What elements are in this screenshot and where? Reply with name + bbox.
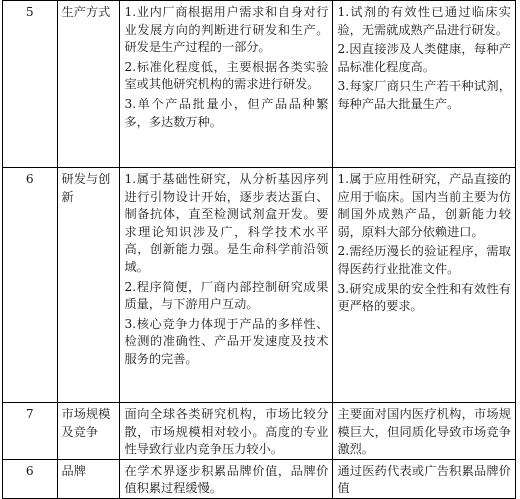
cell-paragraph: 2.标准化程度低，主要根据各类实验室或其他研究机构的需求进行研发。 [124, 59, 329, 92]
cell-paragraph: 3.研究成果的安全性和有效性有更严格的要求。 [337, 281, 511, 314]
cell-paragraph: 1.业内厂商根据用户需求和自身对行业发展方向的判断进行研发和生产。研发是生产过程的一部分。 [124, 5, 329, 55]
row-category: 生产方式 [57, 1, 120, 168]
table-row [3, 459, 516, 498]
cell-paragraph: 在学术界逐步积累品牌价值，品牌价值积累过程缓慢。 [124, 463, 329, 496]
clinical-reagent-cell [333, 403, 516, 460]
row-category: 研发与创新 [57, 168, 120, 403]
cell-paragraph: 3.单个产品批量小，但产品品种繁多，多达数万种。 [124, 96, 329, 129]
cell-paragraph: 3.核心竞争力体现于产品的多样性、检测的准确性、产品开发速度及技术服务的完善。 [124, 316, 329, 366]
row-number: 6 [3, 168, 58, 403]
cell-paragraph: 2.程序简便，厂商内部控制研究成果质量，与下游用户互动。 [124, 279, 329, 312]
cell-paragraph: 1.属于基础性研究，从分析基因序列进行引物设计开始，逐步表达蛋白、制备抗体，直至检测试剂盒开发。要求理论知识涉及广，科学技术水平高，创新能力强。是生命科学前沿领域。 [124, 172, 329, 274]
research-reagent-cell [120, 1, 333, 168]
table-row [3, 1, 516, 168]
research-reagent-cell [120, 403, 333, 460]
table-row [3, 403, 516, 460]
cell-paragraph: 2.因直接涉及人类健康，每种产品标准化程度高。 [337, 42, 511, 74]
table-row [3, 168, 516, 403]
cell-paragraph: 2.需经历漫长的验证程序，需取得医药行业批准文件。 [337, 244, 511, 276]
cell-paragraph: 1.试剂的有效性已通过临床实验，无需就成熟产品进行研发。 [337, 5, 511, 37]
cell-paragraph: 通过医药代表或广告积累品牌价值 [337, 463, 511, 496]
clinical-reagent-cell [333, 1, 516, 168]
cell-paragraph: 面向全球各类研究机构，市场比较分散，市场规模相对较小。高度的专业性导致行业内竞争压力较小。 [124, 407, 329, 457]
research-reagent-cell [120, 459, 333, 498]
clinical-reagent-cell [333, 168, 516, 403]
row-number: 6 [3, 459, 58, 498]
cell-paragraph: 3.每家厂商只生产若干种试剂，每种产品大批量生产。 [337, 79, 511, 111]
row-number: 5 [3, 1, 58, 168]
research-reagent-cell [120, 168, 333, 403]
clinical-reagent-cell [333, 459, 516, 498]
row-category: 品牌 [57, 459, 120, 498]
comparison-table [2, 0, 516, 499]
cell-paragraph: 1.属于应用性研究，产品直接的应用于临床。国内当前主要为仿制国外成熟产品，创新能力较弱，原料大部分依赖进口。 [337, 172, 511, 239]
row-category: 市场规模及竞争 [57, 403, 120, 460]
cell-paragraph: 主要面对国内医疗机构，市场规模巨大，但同质化导致市场竞争激烈。 [337, 407, 511, 457]
row-number: 7 [3, 403, 58, 460]
